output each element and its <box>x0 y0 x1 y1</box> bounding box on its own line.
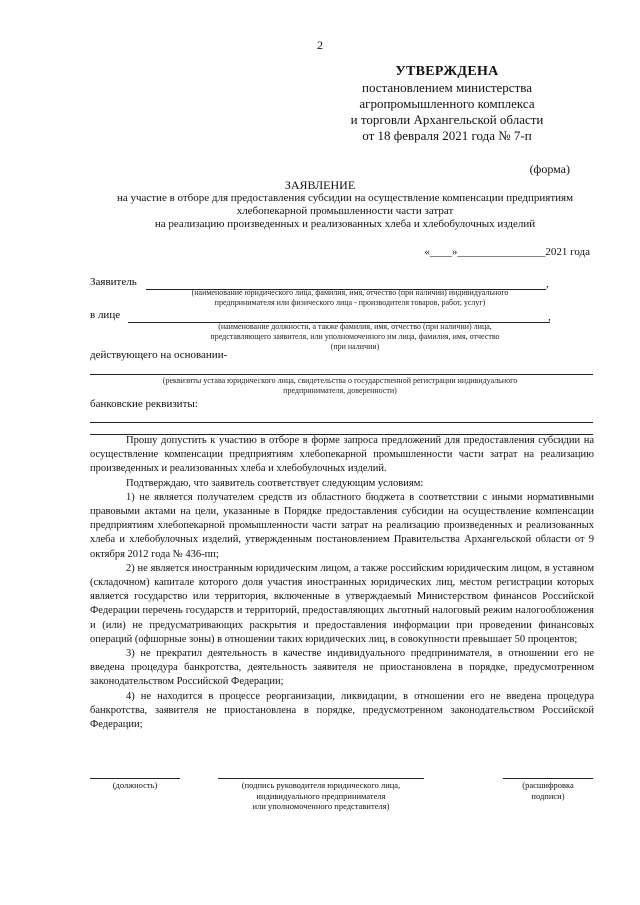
bank-label: банковские реквизиты: <box>90 398 198 410</box>
decoding-label <box>498 780 598 801</box>
document-subtitle <box>90 192 600 231</box>
basis-line <box>90 374 593 375</box>
comma: , <box>546 278 549 290</box>
signature-label-line: (подпись руководителя юридического лица, <box>241 780 401 790</box>
decoding-label-line: (расшифровка <box>522 780 574 790</box>
date-field: «____»________________2021 года <box>424 246 590 258</box>
form-label: (форма) <box>529 162 570 176</box>
subtitle-line: на участие в отборе для предоставления субсидии на осуществление компенсации предприятиям <box>116 192 574 204</box>
position-label: (должность) <box>112 780 158 790</box>
paragraph: 4) не находится в процессе реорганизации, ликвидации, в отношении его не введена процедура банкротства, заявителя не приостановлена в порядке, предусмотренном законодательством Российской Федерации; <box>90 690 594 731</box>
application-body <box>90 434 594 732</box>
subtitle-line: хлебопекарной промышленности части затрат <box>236 205 454 217</box>
approval-block <box>322 64 572 144</box>
hint-line: предпринимателя, доверенности) <box>283 386 397 395</box>
signature-line <box>218 778 424 779</box>
approval-line: постановлением министерства <box>361 80 532 95</box>
decoding-label-line: подписи) <box>531 790 565 801</box>
applicant-label: Заявитель <box>90 276 137 288</box>
approval-line: и торговли Архангельской области <box>350 112 544 127</box>
signature-label <box>206 780 436 812</box>
page-number: 2 <box>317 38 323 52</box>
paragraph: Подтверждаю, что заявитель соответствует следующим условиям: <box>126 477 424 489</box>
hint-line: (наименование юридического лица, фамилия, имя, отчество (при наличии) индивидуального <box>191 288 509 297</box>
paragraph: 2) не является иностранным юридическим лицом, а также российским юридическим лицом, в уставном (складочном) капитале которого доля участия иностранных юридических лиц, местом регистрации которых является государство или территория, включенные в утверждаемый Министерством финансов Российской Федерации перечень государств и территорий, предоставляющих льготный налоговый режим налогообложения и (или) не предусматривающих раскрытия и предоставления информации при проведении финансовых операций (офшорные зоны) в отношении таких юридических лиц, в совокупности превышает 50 процентов; <box>90 562 594 645</box>
hint-line: представляющего заявителя, или уполномоченного им лица, фамилия, имя, отчество <box>210 332 500 341</box>
basis-hint <box>120 376 560 396</box>
approval-line: агропромышленного комплекса <box>359 96 535 111</box>
signature-label-line: или уполномоченного представителя) <box>252 801 390 811</box>
hint-line: (реквизиты устава юридического лица, свидетельства о государственной регистрации индивидуального <box>162 376 518 385</box>
paragraph: 1) не является получателем средств из областного бюджета в соответствии с иными нормативными правовыми актами на цели, указанные в Порядке предоставления субсидии на осуществление компенсации предприятиям хлебопекарной промышленности части затрат на реализацию произведенных и реализованных хлеба и хлебобулочных изделий, утвержденным постановлением Правительства Архангельской области от 9 октября 2012 года № 436-пп; <box>90 491 594 560</box>
position-line <box>90 778 180 779</box>
hint-line: (наименование должности, а также фамилия, имя, отчество (при наличии) лица, <box>218 322 492 331</box>
person-label: в лице <box>90 309 121 321</box>
signature-label-line: индивидуального предпринимателя <box>256 790 386 801</box>
document-title: ЗАЯВЛЕНИЕ <box>284 178 356 192</box>
bank-line <box>90 422 593 423</box>
comma: , <box>548 311 551 323</box>
applicant-hint <box>150 288 550 308</box>
hint-line: предпринимателя или физического лица - производителя товаров, работ, услуг) <box>214 298 486 307</box>
approval-line: от 18 февраля 2021 года № 7-п <box>362 128 532 143</box>
subtitle-line: на реализацию произведенных и реализованных хлеба и хлебобулочных изделий <box>154 218 536 230</box>
paragraph: 3) не прекратил деятельность в качестве индивидуального предпринимателя, в отношении его не введена процедура банкротства, деятельность заявителя не приостановлена в порядке, предусмотренном законодательством Российской Федерации; <box>90 648 594 688</box>
decoding-line <box>503 778 593 779</box>
person-hint <box>160 322 550 352</box>
hint-line: (при наличии) <box>330 342 380 351</box>
approval-title: УТВЕРЖДЕНА <box>395 64 499 79</box>
paragraph: Прошу допустить к участию в отборе в форме запроса предложений для предоставления субсидии на осуществление компенсации предприятиям хлебопекарной промышленности части затрат на реализацию произведенных и реализованных хлеба и хлебобулочных изделий. <box>90 435 594 475</box>
basis-label: действующего на основании- <box>90 349 228 361</box>
